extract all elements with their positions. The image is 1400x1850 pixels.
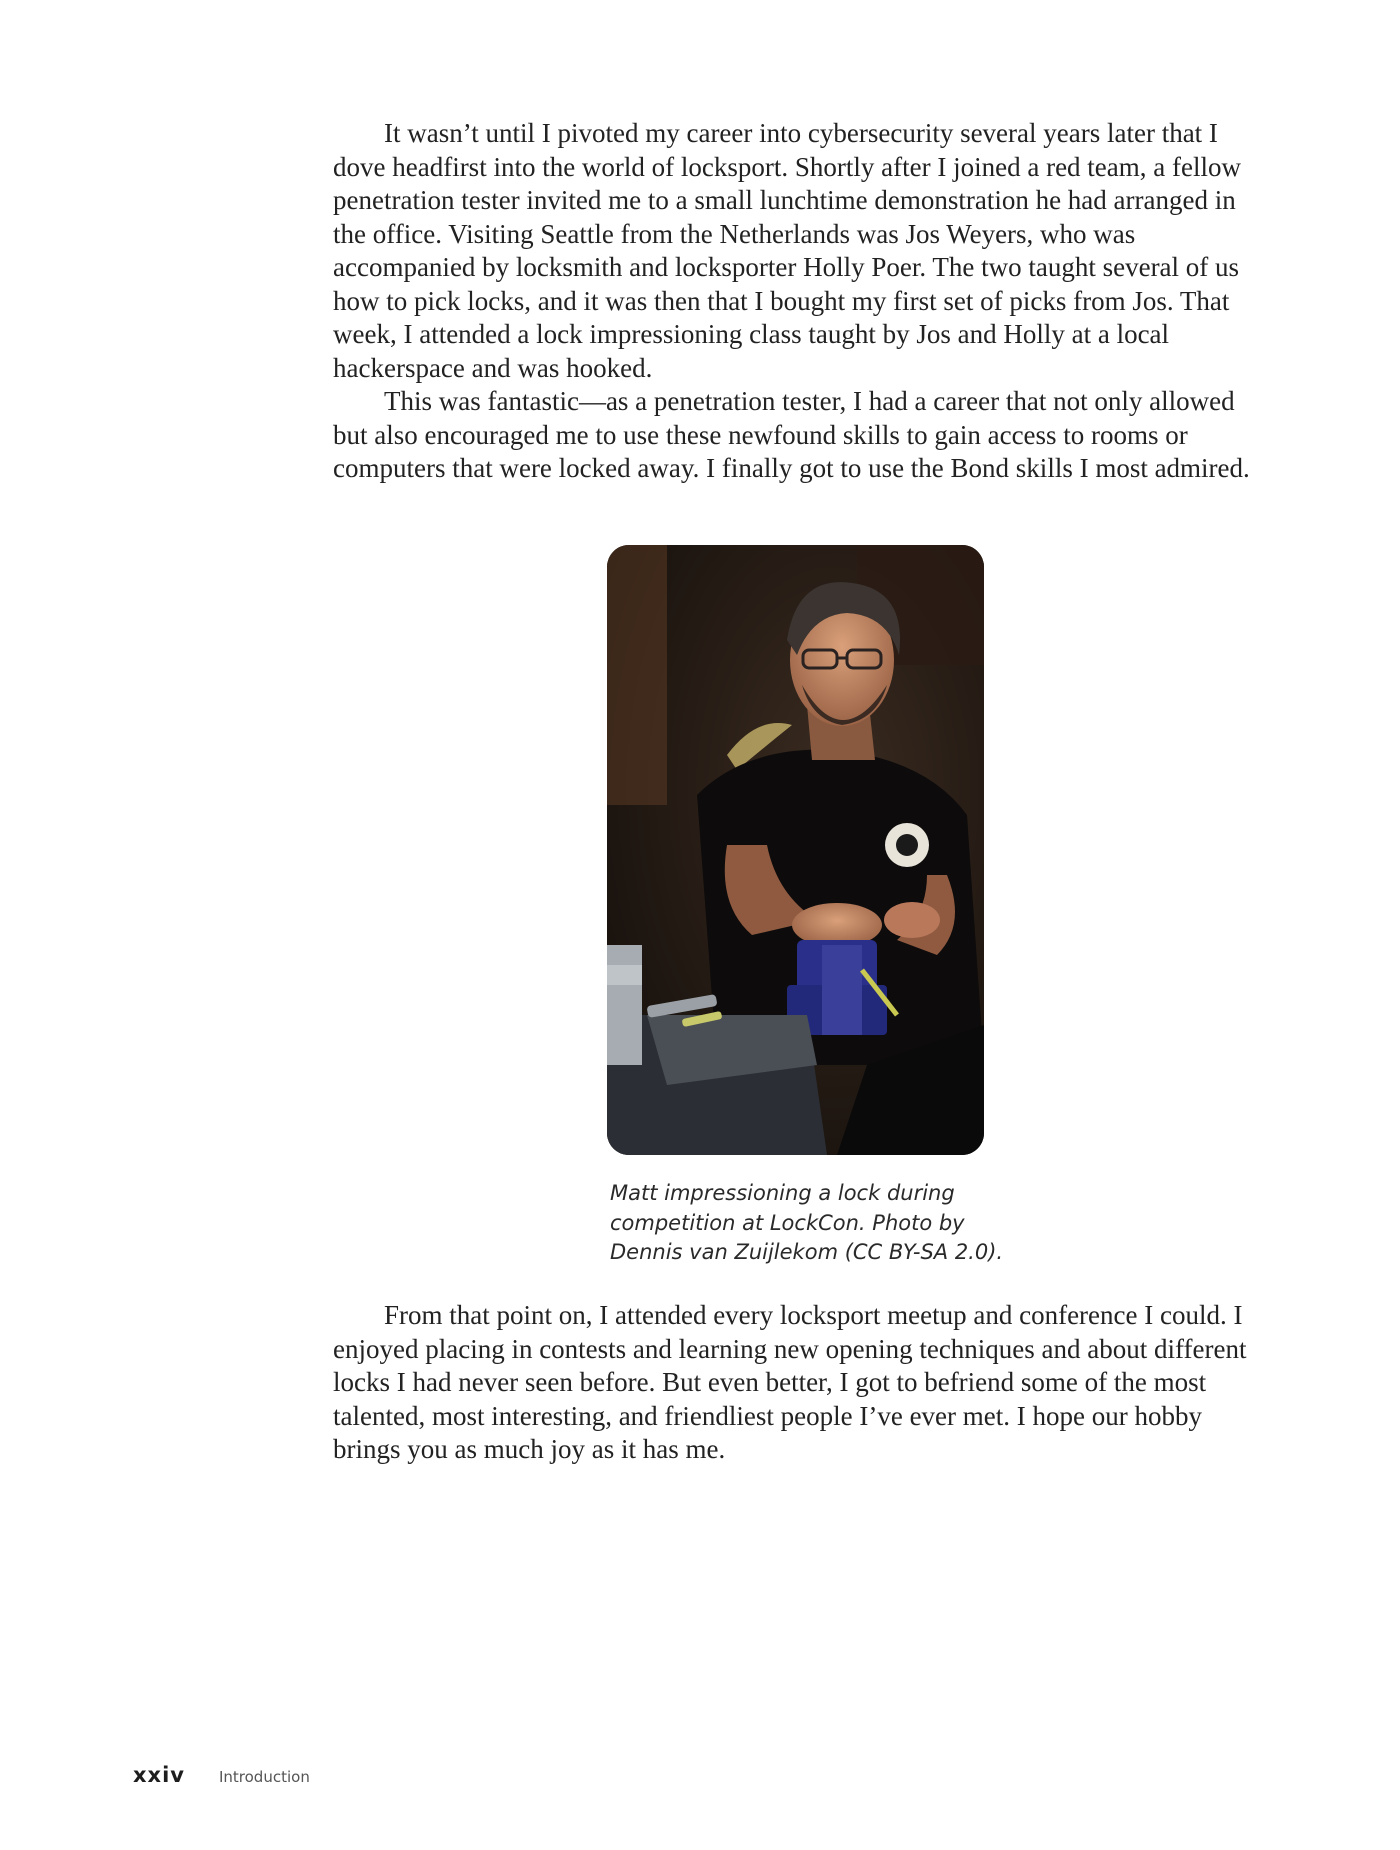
paragraph: It wasn’t until I pivoted my career into cybersecurity several years later that I dove headfirst into the world of locksport. Shortly after I joined a red team, a fellow penetration tester invited me to a small lunchtime demonstration he had arranged in the office. Visiting Seattle from the Netherlands was Jos Weyers, who was accompanied by locksmith and locksporter Holly Poer. The two taught several of us how to pick locks, and it was then that I bought my first set of picks from Jos. That week, I attended a lock impressioning class taught by Jos and Holly at a local hackerspace and was hooked.: [333, 118, 1241, 383]
page-footer: [133, 1763, 310, 1787]
body-text-bottom: [333, 1299, 1263, 1467]
paragraph: This was fantastic—as a penetration tester, I had a career that not only allowed but also encouraged me to use these newfound skills to gain access to rooms or computers that were locked away. I finally got to use the Bond skills I most admired.: [333, 386, 1250, 483]
photo-illustration: [607, 545, 984, 1155]
figure-caption: Matt impressioning a lock during competition at LockCon. Photo by Dennis van Zuijlekom (CC BY-SA 2.0).: [610, 1181, 1004, 1264]
lock-impressioning-photo: [607, 545, 984, 1155]
paragraph: From that point on, I attended every locksport meetup and conference I could. I enjoyed placing in contests and learning new opening techniques and about different locks I had never seen before. But even better, I got to befriend some of the most talented, most interesting, and friendliest people I’ve ever met. I hope our hobby brings you as much joy as it has me.: [333, 1300, 1247, 1464]
page-number: xxiv: [133, 1763, 185, 1787]
body-text-top: [333, 117, 1263, 486]
running-head: Introduction: [218, 1768, 310, 1786]
